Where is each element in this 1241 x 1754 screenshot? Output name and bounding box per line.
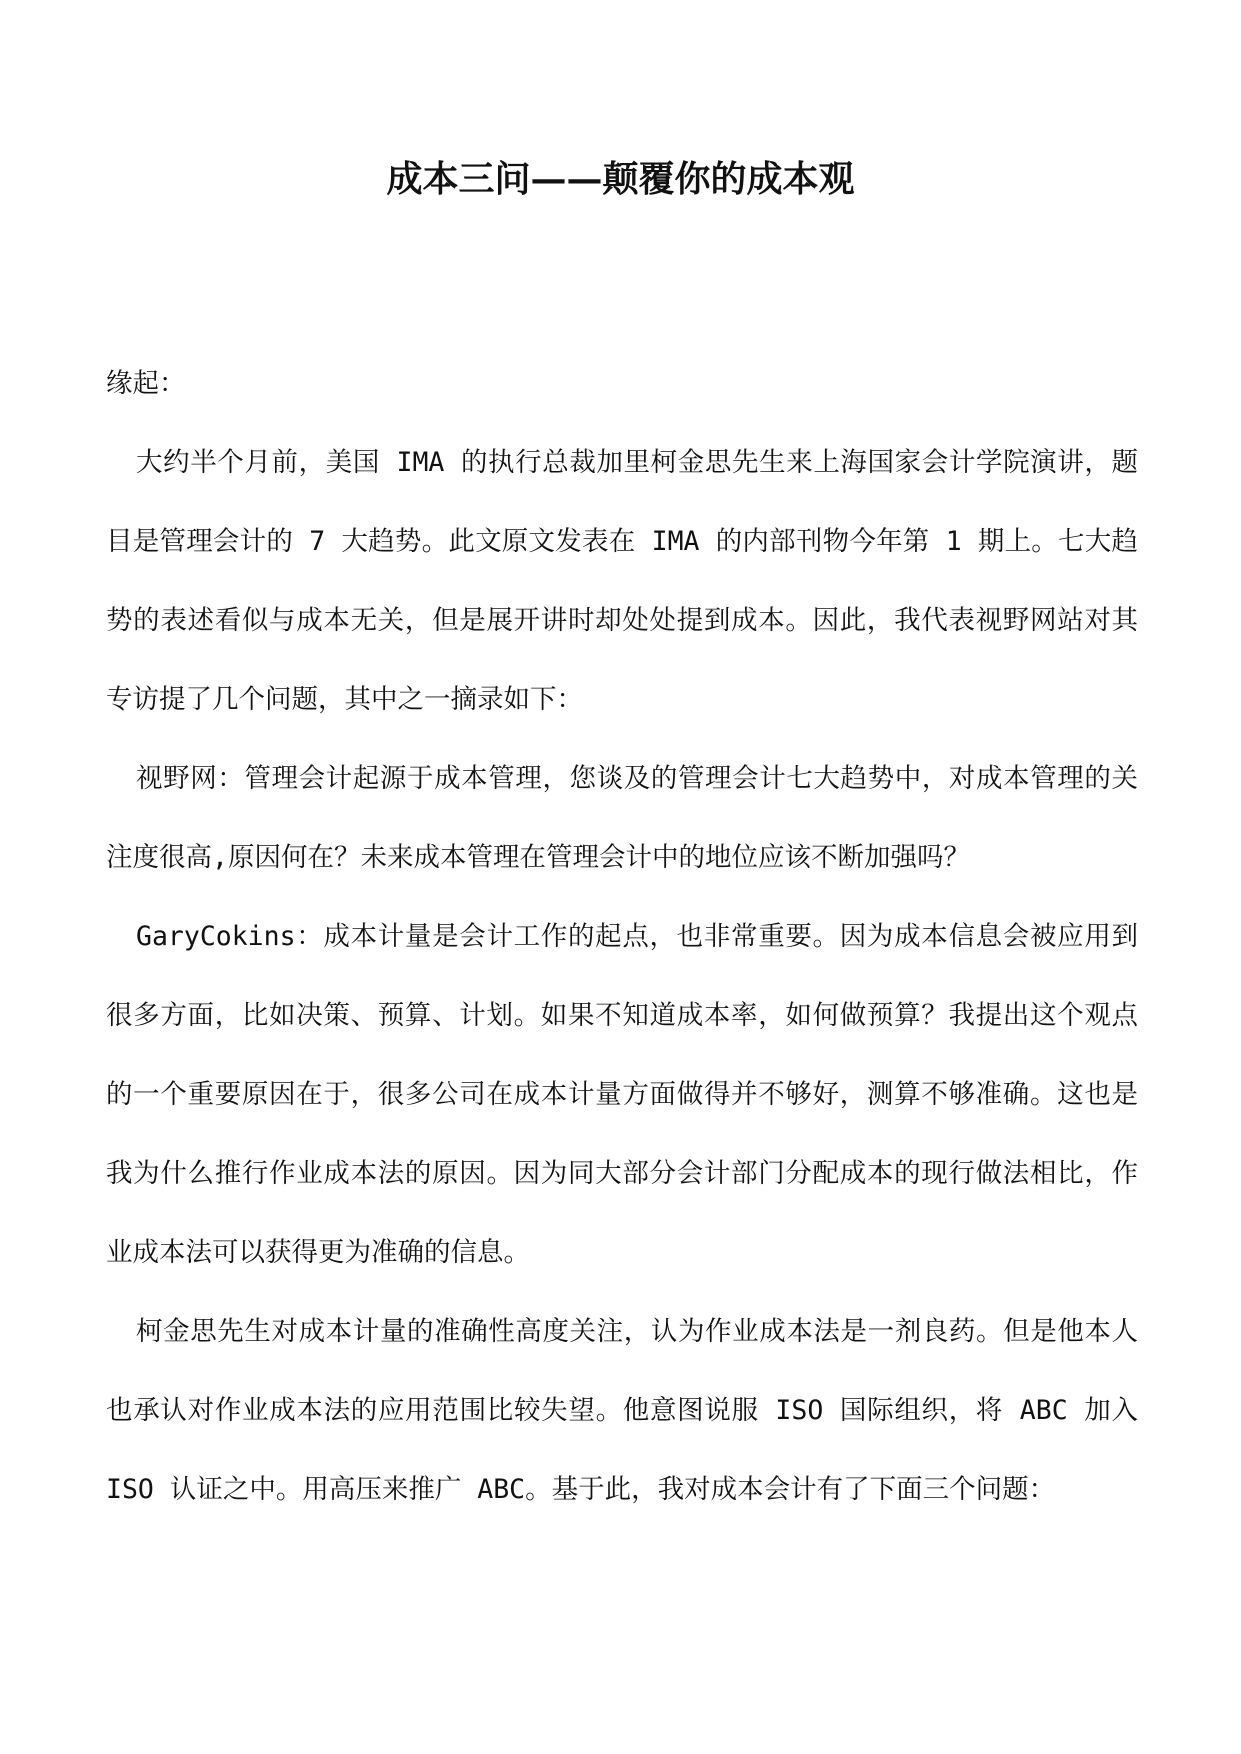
paragraph-intro: 大约半个月前，美国 IMA 的执行总裁加里柯金思先生来上海国家会计学院演讲，题目是管理会计的 7 大趋势。此文原文发表在 IMA 的内部刊物今年第 1 期上。七大趋势的表述看似与成本无关，但是展开讲时却处处提到成本。因此，我代表视野网站对其专访提了几个问题，其中之一摘录如下： (106, 447, 1138, 715)
paragraph-interview-answer: GaryCokins：成本计量是会计工作的起点，也非常重要。因为成本信息会被应用到很多方面，比如决策、预算、计划。如果不知道成本率，如何做预算？我提出这个观点的一个重要原因在于，很多公司在成本计量方面做得并不够好，测算不够准确。这也是我为什么推行作业成本法的原因。因为同大部分会计部门分配成本的现行做法相比，作业成本法可以获得更为准确的信息。 (106, 921, 1138, 1268)
document-title: 成本三问——颠覆你的成本观 (386, 158, 855, 200)
document-body (106, 344, 1138, 1529)
paragraph-interview-question: 视野网：管理会计起源于成本管理，您谈及的管理会计七大趋势中，对成本管理的关注度很高,原因何在？未来成本管理在管理会计中的地位应该不断加强吗？ (106, 763, 1138, 873)
paragraph-origin-heading: 缘起： (106, 368, 186, 399)
paragraph-commentary: 柯金思先生对成本计量的准确性高度关注，认为作业成本法是一剂良药。但是他本人也承认对作业成本法的应用范围比较失望。他意图说服 ISO 国际组织，将 ABC 加入 ISO 认证之中。用高压来推广 ABC。基于此，我对成本会计有了下面三个问题： (106, 1316, 1138, 1505)
